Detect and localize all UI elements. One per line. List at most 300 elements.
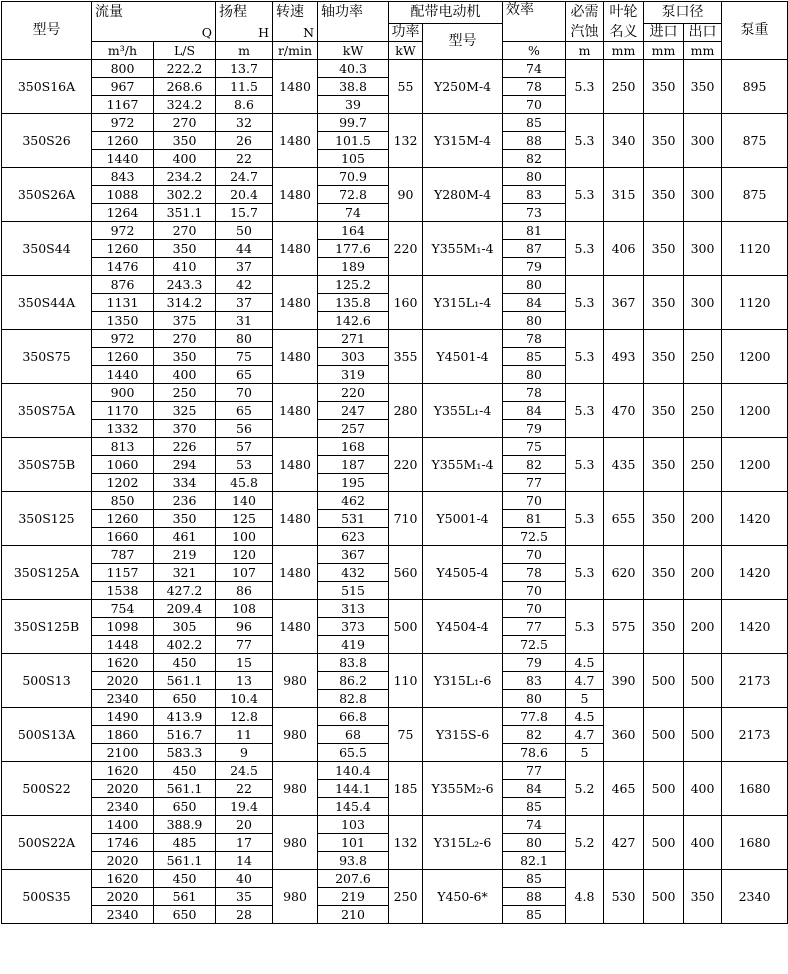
unit-efficiency: % xyxy=(503,42,566,60)
shaft-power-cell: 135.8 xyxy=(318,294,389,312)
table-row xyxy=(2,330,788,348)
motor-model-cell: Y4505-4 xyxy=(423,546,503,600)
header-impeller-line2: 名义 xyxy=(604,24,644,42)
flow-ls-cell: 305 xyxy=(154,618,216,636)
port-outlet-cell: 400 xyxy=(684,816,722,870)
speed-cell: 980 xyxy=(273,870,318,924)
flow-m3h-cell: 1746 xyxy=(92,834,154,852)
flow-m3h-cell: 1170 xyxy=(92,402,154,420)
unit-port-outlet: mm xyxy=(684,42,722,60)
shaft-power-cell: 220 xyxy=(318,384,389,402)
speed-cell: 980 xyxy=(273,708,318,762)
head-cell: 70 xyxy=(216,384,273,402)
shaft-power-cell: 103 xyxy=(318,816,389,834)
table-header xyxy=(2,2,788,60)
shaft-power-cell: 86.2 xyxy=(318,672,389,690)
speed-cell: 1480 xyxy=(273,60,318,114)
shaft-power-cell: 101 xyxy=(318,834,389,852)
flow-ls-cell: 350 xyxy=(154,348,216,366)
motor-model-cell: Y315L₁-6 xyxy=(423,654,503,708)
motor-model-cell: Y355M₂-6 xyxy=(423,762,503,816)
port-inlet-cell: 350 xyxy=(644,276,684,330)
flow-m3h-cell: 1660 xyxy=(92,528,154,546)
efficiency-cell: 70 xyxy=(503,96,566,114)
flow-m3h-cell: 843 xyxy=(92,168,154,186)
efficiency-cell: 78.6 xyxy=(503,744,566,762)
shaft-power-cell: 462 xyxy=(318,492,389,510)
head-cell: 56 xyxy=(216,420,273,438)
npsh-cell: 4.8 xyxy=(566,870,604,924)
model-cell: 350S16A xyxy=(2,60,92,114)
flow-ls-cell: 334 xyxy=(154,474,216,492)
shaft-power-cell: 101.5 xyxy=(318,132,389,150)
efficiency-cell: 77 xyxy=(503,474,566,492)
shaft-power-cell: 207.6 xyxy=(318,870,389,888)
npsh-cell: 5.3 xyxy=(566,222,604,276)
weight-cell: 1120 xyxy=(722,276,788,330)
port-inlet-cell: 350 xyxy=(644,222,684,276)
weight-cell: 875 xyxy=(722,168,788,222)
efficiency-cell: 70 xyxy=(503,582,566,600)
header-port-outlet: 出口 xyxy=(684,24,722,42)
speed-cell: 1480 xyxy=(273,438,318,492)
flow-ls-cell: 450 xyxy=(154,870,216,888)
efficiency-cell: 72.5 xyxy=(503,636,566,654)
motor-model-cell: Y355M₁-4 xyxy=(423,438,503,492)
table-row xyxy=(2,384,788,402)
flow-m3h-cell: 800 xyxy=(92,60,154,78)
head-cell: 13.7 xyxy=(216,60,273,78)
flow-ls-cell: 516.7 xyxy=(154,726,216,744)
shaft-power-cell: 432 xyxy=(318,564,389,582)
flow-ls-cell: 234.2 xyxy=(154,168,216,186)
flow-m3h-cell: 2020 xyxy=(92,852,154,870)
shaft-power-cell: 38.8 xyxy=(318,78,389,96)
table-row xyxy=(2,60,788,78)
impeller-cell: 465 xyxy=(604,762,644,816)
port-outlet-cell: 250 xyxy=(684,438,722,492)
motor-power-cell: 132 xyxy=(389,114,423,168)
model-cell: 350S125A xyxy=(2,546,92,600)
efficiency-cell: 77 xyxy=(503,618,566,636)
efficiency-cell: 78 xyxy=(503,330,566,348)
impeller-cell: 493 xyxy=(604,330,644,384)
impeller-cell: 530 xyxy=(604,870,644,924)
head-cell: 65 xyxy=(216,366,273,384)
flow-ls-cell: 222.2 xyxy=(154,60,216,78)
header-npsh-line1: 必需 xyxy=(566,2,604,24)
efficiency-cell: 79 xyxy=(503,258,566,276)
shaft-power-cell: 515 xyxy=(318,582,389,600)
flow-m3h-cell: 2340 xyxy=(92,798,154,816)
head-cell: 32 xyxy=(216,114,273,132)
shaft-power-cell: 303 xyxy=(318,348,389,366)
head-cell: 77 xyxy=(216,636,273,654)
head-cell: 40 xyxy=(216,870,273,888)
flow-ls-cell: 270 xyxy=(154,114,216,132)
weight-cell: 875 xyxy=(722,114,788,168)
weight-cell: 1200 xyxy=(722,384,788,438)
flow-ls-cell: 370 xyxy=(154,420,216,438)
shaft-power-cell: 313 xyxy=(318,600,389,618)
motor-model-cell: Y355M₁-4 xyxy=(423,222,503,276)
model-cell: 500S22A xyxy=(2,816,92,870)
flow-ls-cell: 650 xyxy=(154,906,216,924)
efficiency-cell: 73 xyxy=(503,204,566,222)
flow-ls-cell: 561.1 xyxy=(154,672,216,690)
efficiency-cell: 85 xyxy=(503,348,566,366)
efficiency-cell: 80 xyxy=(503,366,566,384)
motor-power-cell: 710 xyxy=(389,492,423,546)
port-inlet-cell: 350 xyxy=(644,600,684,654)
head-cell: 125 xyxy=(216,510,273,528)
head-cell: 65 xyxy=(216,402,273,420)
motor-power-cell: 250 xyxy=(389,870,423,924)
npsh-cell: 5 xyxy=(566,690,604,708)
port-inlet-cell: 350 xyxy=(644,114,684,168)
table-row xyxy=(2,276,788,294)
header-motor-model: 型号 xyxy=(423,24,503,60)
flow-m3h-cell: 1620 xyxy=(92,762,154,780)
model-cell: 350S75B xyxy=(2,438,92,492)
motor-model-cell: Y315L₂-6 xyxy=(423,816,503,870)
shaft-power-cell: 66.8 xyxy=(318,708,389,726)
shaft-power-cell: 40.3 xyxy=(318,60,389,78)
efficiency-cell: 74 xyxy=(503,60,566,78)
flow-m3h-cell: 1440 xyxy=(92,366,154,384)
flow-ls-cell: 350 xyxy=(154,132,216,150)
impeller-cell: 470 xyxy=(604,384,644,438)
flow-m3h-cell: 1350 xyxy=(92,312,154,330)
table-row xyxy=(2,546,788,564)
flow-m3h-cell: 1060 xyxy=(92,456,154,474)
efficiency-cell: 85 xyxy=(503,906,566,924)
speed-cell: 980 xyxy=(273,654,318,708)
flow-ls-cell: 243.3 xyxy=(154,276,216,294)
weight-cell: 1200 xyxy=(722,438,788,492)
head-cell: 11 xyxy=(216,726,273,744)
npsh-cell: 5.3 xyxy=(566,114,604,168)
npsh-cell: 5.3 xyxy=(566,330,604,384)
efficiency-cell: 80 xyxy=(503,834,566,852)
efficiency-cell: 75 xyxy=(503,438,566,456)
flow-m3h-cell: 1260 xyxy=(92,510,154,528)
port-inlet-cell: 500 xyxy=(644,708,684,762)
port-inlet-cell: 350 xyxy=(644,168,684,222)
model-cell: 500S13A xyxy=(2,708,92,762)
model-cell: 350S125B xyxy=(2,600,92,654)
head-cell: 17 xyxy=(216,834,273,852)
port-outlet-cell: 300 xyxy=(684,168,722,222)
efficiency-cell: 84 xyxy=(503,294,566,312)
speed-cell: 1480 xyxy=(273,546,318,600)
shaft-power-cell: 623 xyxy=(318,528,389,546)
unit-head: m xyxy=(216,42,273,60)
npsh-cell: 5.3 xyxy=(566,168,604,222)
units-row xyxy=(2,42,788,60)
flow-ls-cell: 402.2 xyxy=(154,636,216,654)
efficiency-cell: 85 xyxy=(503,798,566,816)
table-row xyxy=(2,222,788,240)
flow-m3h-cell: 850 xyxy=(92,492,154,510)
shaft-power-cell: 145.4 xyxy=(318,798,389,816)
weight-cell: 2173 xyxy=(722,654,788,708)
efficiency-cell: 70 xyxy=(503,546,566,564)
efficiency-cell: 88 xyxy=(503,888,566,906)
npsh-cell: 5.2 xyxy=(566,762,604,816)
header-impeller-line1: 叶轮 xyxy=(604,2,644,24)
shaft-power-cell: 125.2 xyxy=(318,276,389,294)
model-cell: 350S125 xyxy=(2,492,92,546)
impeller-cell: 655 xyxy=(604,492,644,546)
efficiency-cell: 85 xyxy=(503,870,566,888)
table-row xyxy=(2,654,788,672)
header-flow: 流量 xyxy=(92,2,216,24)
flow-ls-cell: 236 xyxy=(154,492,216,510)
motor-model-cell: Y450-6* xyxy=(423,870,503,924)
flow-ls-cell: 350 xyxy=(154,240,216,258)
npsh-cell: 4.7 xyxy=(566,672,604,690)
flow-m3h-cell: 1538 xyxy=(92,582,154,600)
table-body xyxy=(2,60,788,924)
impeller-cell: 367 xyxy=(604,276,644,330)
port-outlet-cell: 250 xyxy=(684,384,722,438)
motor-power-cell: 110 xyxy=(389,654,423,708)
motor-power-cell: 220 xyxy=(389,222,423,276)
efficiency-cell: 70 xyxy=(503,492,566,510)
head-cell: 53 xyxy=(216,456,273,474)
head-cell: 24.5 xyxy=(216,762,273,780)
speed-cell: 1480 xyxy=(273,492,318,546)
head-cell: 11.5 xyxy=(216,78,273,96)
flow-m3h-cell: 1490 xyxy=(92,708,154,726)
flow-ls-cell: 324.2 xyxy=(154,96,216,114)
shaft-power-cell: 70.9 xyxy=(318,168,389,186)
efficiency-cell: 82.1 xyxy=(503,852,566,870)
efficiency-cell: 88 xyxy=(503,132,566,150)
head-cell: 35 xyxy=(216,888,273,906)
header-efficiency: 效率 xyxy=(503,2,566,42)
model-cell: 350S44A xyxy=(2,276,92,330)
flow-ls-cell: 294 xyxy=(154,456,216,474)
flow-ls-cell: 219 xyxy=(154,546,216,564)
head-cell: 31 xyxy=(216,312,273,330)
header-port: 泵口径 xyxy=(644,2,722,24)
port-outlet-cell: 350 xyxy=(684,870,722,924)
shaft-power-cell: 210 xyxy=(318,906,389,924)
efficiency-cell: 77.8 xyxy=(503,708,566,726)
flow-m3h-cell: 1098 xyxy=(92,618,154,636)
efficiency-cell: 80 xyxy=(503,312,566,330)
efficiency-cell: 80 xyxy=(503,276,566,294)
flow-m3h-cell: 1620 xyxy=(92,870,154,888)
unit-speed: r/min xyxy=(273,42,318,60)
motor-power-cell: 220 xyxy=(389,438,423,492)
head-cell: 24.7 xyxy=(216,168,273,186)
weight-cell: 895 xyxy=(722,60,788,114)
impeller-cell: 340 xyxy=(604,114,644,168)
shaft-power-cell: 164 xyxy=(318,222,389,240)
flow-ls-cell: 388.9 xyxy=(154,816,216,834)
head-cell: 37 xyxy=(216,294,273,312)
npsh-cell: 5.3 xyxy=(566,60,604,114)
flow-m3h-cell: 2340 xyxy=(92,906,154,924)
shaft-power-cell: 189 xyxy=(318,258,389,276)
flow-ls-cell: 209.4 xyxy=(154,600,216,618)
motor-power-cell: 355 xyxy=(389,330,423,384)
impeller-cell: 575 xyxy=(604,600,644,654)
efficiency-cell: 82 xyxy=(503,456,566,474)
npsh-cell: 4.5 xyxy=(566,708,604,726)
header-npsh-line2: 汽蚀 xyxy=(566,24,604,42)
head-cell: 22 xyxy=(216,150,273,168)
motor-model-cell: Y5001-4 xyxy=(423,492,503,546)
flow-ls-cell: 561.1 xyxy=(154,852,216,870)
weight-cell: 1680 xyxy=(722,762,788,816)
flow-m3h-cell: 972 xyxy=(92,114,154,132)
port-inlet-cell: 350 xyxy=(644,60,684,114)
shaft-power-cell: 367 xyxy=(318,546,389,564)
head-cell: 15.7 xyxy=(216,204,273,222)
motor-model-cell: Y315M-4 xyxy=(423,114,503,168)
flow-ls-cell: 427.2 xyxy=(154,582,216,600)
speed-cell: 980 xyxy=(273,816,318,870)
motor-power-cell: 185 xyxy=(389,762,423,816)
flow-m3h-cell: 1131 xyxy=(92,294,154,312)
speed-cell: 1480 xyxy=(273,168,318,222)
port-outlet-cell: 300 xyxy=(684,114,722,168)
port-inlet-cell: 350 xyxy=(644,330,684,384)
impeller-cell: 360 xyxy=(604,708,644,762)
efficiency-cell: 84 xyxy=(503,402,566,420)
weight-cell: 1420 xyxy=(722,600,788,654)
header-motor-power: 功率 xyxy=(389,24,423,42)
shaft-power-cell: 373 xyxy=(318,618,389,636)
flow-m3h-cell: 972 xyxy=(92,222,154,240)
model-cell: 500S13 xyxy=(2,654,92,708)
efficiency-cell: 82 xyxy=(503,726,566,744)
impeller-cell: 427 xyxy=(604,816,644,870)
port-outlet-cell: 300 xyxy=(684,276,722,330)
unit-shaft-power: kW xyxy=(318,42,389,60)
model-cell: 350S75 xyxy=(2,330,92,384)
motor-power-cell: 90 xyxy=(389,168,423,222)
head-cell: 120 xyxy=(216,546,273,564)
port-outlet-cell: 300 xyxy=(684,222,722,276)
head-cell: 96 xyxy=(216,618,273,636)
flow-ls-cell: 325 xyxy=(154,402,216,420)
flow-ls-cell: 375 xyxy=(154,312,216,330)
shaft-power-cell: 257 xyxy=(318,420,389,438)
unit-impeller: mm xyxy=(604,42,644,60)
efficiency-cell: 83 xyxy=(503,186,566,204)
flow-m3h-cell: 813 xyxy=(92,438,154,456)
head-cell: 20 xyxy=(216,816,273,834)
flow-ls-cell: 250 xyxy=(154,384,216,402)
impeller-cell: 390 xyxy=(604,654,644,708)
head-cell: 44 xyxy=(216,240,273,258)
motor-power-cell: 132 xyxy=(389,816,423,870)
head-cell: 37 xyxy=(216,258,273,276)
flow-m3h-cell: 1260 xyxy=(92,132,154,150)
head-cell: 42 xyxy=(216,276,273,294)
head-cell: 45.8 xyxy=(216,474,273,492)
table-row xyxy=(2,870,788,888)
header-speed: 转速 xyxy=(273,2,318,24)
flow-ls-cell: 270 xyxy=(154,330,216,348)
flow-ls-cell: 410 xyxy=(154,258,216,276)
efficiency-cell: 79 xyxy=(503,420,566,438)
port-outlet-cell: 200 xyxy=(684,600,722,654)
flow-m3h-cell: 876 xyxy=(92,276,154,294)
flow-m3h-cell: 1332 xyxy=(92,420,154,438)
shaft-power-cell: 219 xyxy=(318,888,389,906)
flow-ls-cell: 351.1 xyxy=(154,204,216,222)
flow-m3h-cell: 754 xyxy=(92,600,154,618)
npsh-cell: 5 xyxy=(566,744,604,762)
head-cell: 15 xyxy=(216,654,273,672)
model-cell: 500S35 xyxy=(2,870,92,924)
motor-power-cell: 160 xyxy=(389,276,423,330)
motor-model-cell: Y315S-6 xyxy=(423,708,503,762)
motor-power-cell: 500 xyxy=(389,600,423,654)
flow-m3h-cell: 2020 xyxy=(92,888,154,906)
shaft-power-cell: 65.5 xyxy=(318,744,389,762)
flow-m3h-cell: 2020 xyxy=(92,672,154,690)
table-row xyxy=(2,600,788,618)
efficiency-cell: 78 xyxy=(503,564,566,582)
port-inlet-cell: 500 xyxy=(644,762,684,816)
motor-model-cell: Y250M-4 xyxy=(423,60,503,114)
head-cell: 19.4 xyxy=(216,798,273,816)
speed-cell: 980 xyxy=(273,762,318,816)
shaft-power-cell: 168 xyxy=(318,438,389,456)
flow-ls-cell: 650 xyxy=(154,690,216,708)
flow-ls-cell: 561.1 xyxy=(154,780,216,798)
unit-motor-power: kW xyxy=(389,42,423,60)
flow-m3h-cell: 1167 xyxy=(92,96,154,114)
shaft-power-cell: 82.8 xyxy=(318,690,389,708)
flow-m3h-cell: 1264 xyxy=(92,204,154,222)
weight-cell: 1200 xyxy=(722,330,788,384)
shaft-power-cell: 419 xyxy=(318,636,389,654)
npsh-cell: 4.7 xyxy=(566,726,604,744)
head-cell: 12.8 xyxy=(216,708,273,726)
unit-flow-m3h: m³/h xyxy=(92,42,154,60)
flow-m3h-cell: 1400 xyxy=(92,816,154,834)
shaft-power-cell: 99.7 xyxy=(318,114,389,132)
header-motor: 配带电动机 xyxy=(389,2,503,24)
efficiency-cell: 85 xyxy=(503,114,566,132)
flow-ls-cell: 461 xyxy=(154,528,216,546)
flow-ls-cell: 350 xyxy=(154,510,216,528)
port-inlet-cell: 350 xyxy=(644,492,684,546)
npsh-cell: 4.5 xyxy=(566,654,604,672)
flow-ls-cell: 400 xyxy=(154,150,216,168)
flow-m3h-cell: 787 xyxy=(92,546,154,564)
header-model: 型号 xyxy=(2,2,92,60)
motor-model-cell: Y4501-4 xyxy=(423,330,503,384)
flow-m3h-cell: 1088 xyxy=(92,186,154,204)
model-cell: 350S75A xyxy=(2,384,92,438)
efficiency-cell: 74 xyxy=(503,816,566,834)
flow-m3h-cell: 1620 xyxy=(92,654,154,672)
efficiency-cell: 81 xyxy=(503,222,566,240)
flow-m3h-cell: 1860 xyxy=(92,726,154,744)
port-inlet-cell: 500 xyxy=(644,816,684,870)
head-cell: 20.4 xyxy=(216,186,273,204)
motor-model-cell: Y280M-4 xyxy=(423,168,503,222)
